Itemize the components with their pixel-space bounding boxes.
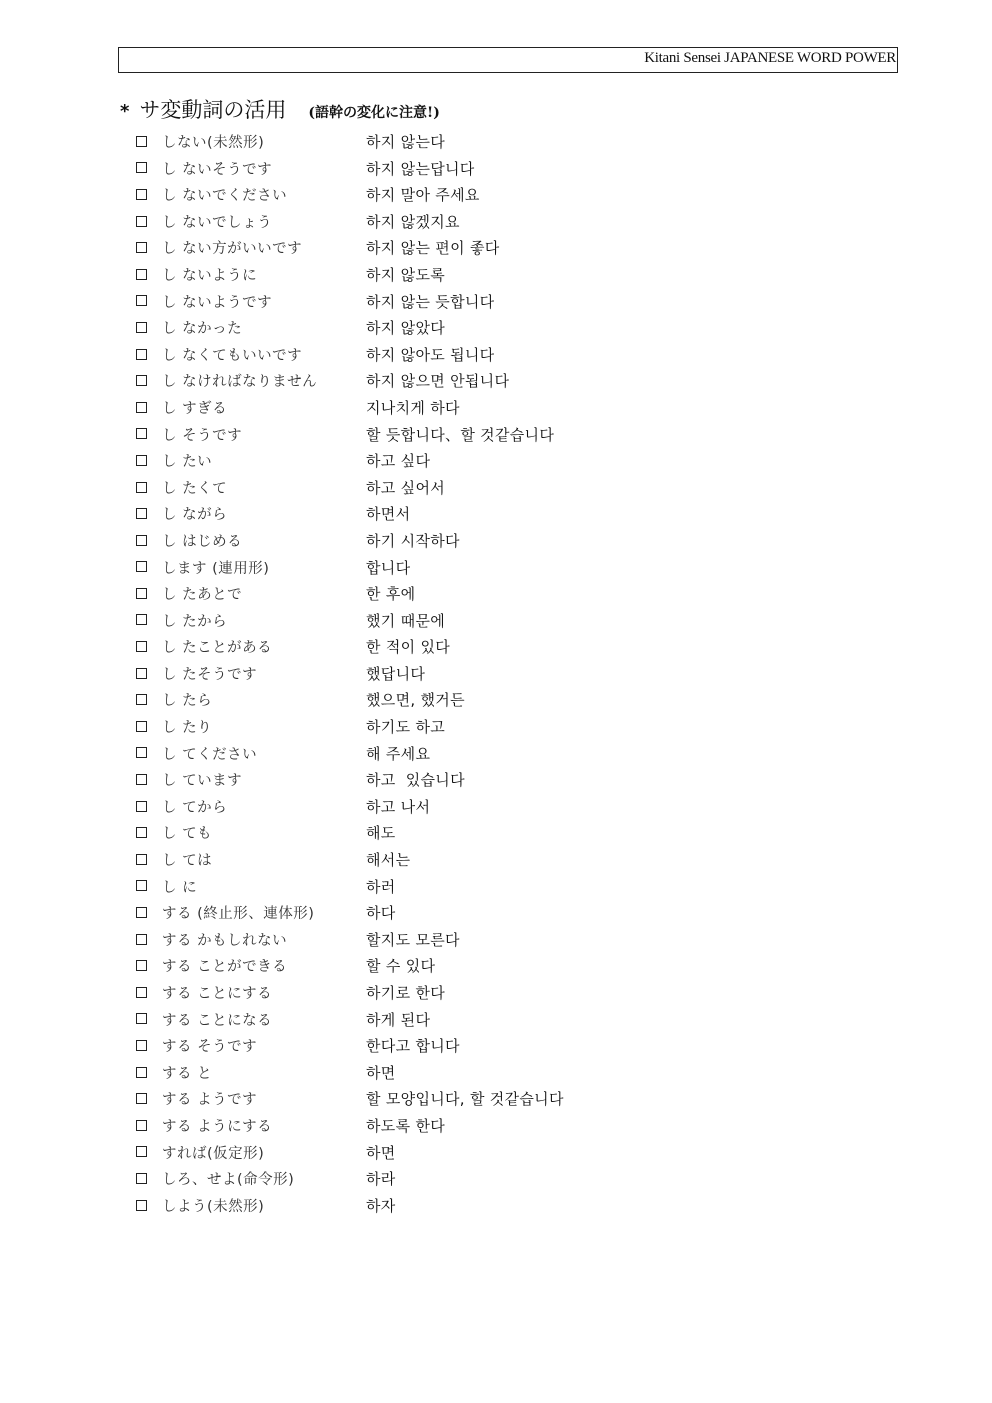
japanese-form: し てから — [162, 799, 228, 816]
korean-meaning: 한 후에 — [366, 585, 416, 604]
list-item — [136, 952, 436, 979]
list-item — [136, 793, 431, 820]
list-item — [136, 633, 451, 660]
checkbox-icon[interactable] — [136, 1146, 147, 1157]
checkbox-icon[interactable] — [136, 269, 147, 280]
korean-meaning: 하지 않는답니다 — [366, 159, 475, 178]
japanese-form: し ながら — [162, 507, 228, 524]
korean-meaning: 하게 된다 — [366, 1010, 431, 1029]
korean-meaning: 하지 말아 주세요 — [366, 186, 480, 205]
checkbox-icon[interactable] — [136, 747, 147, 758]
japanese-form: し ない方がいいです — [162, 241, 303, 258]
list-item — [136, 873, 396, 900]
japanese-form: します (連用形) — [162, 560, 270, 577]
korean-meaning: 하면 — [366, 1143, 396, 1162]
japanese-form: し ても — [162, 826, 213, 843]
checkbox-icon[interactable] — [136, 561, 147, 572]
korean-meaning: 합니다 — [366, 558, 411, 577]
japanese-form: しよう(未然形) — [162, 1198, 265, 1215]
japanese-form: し はじめる — [162, 533, 243, 550]
list-item — [136, 979, 446, 1006]
checkbox-icon[interactable] — [136, 136, 147, 147]
korean-meaning: 해도 — [366, 824, 396, 843]
korean-meaning: 하지 않는 듯합니다 — [366, 292, 495, 311]
korean-meaning: 하기도 하고 — [366, 718, 446, 737]
list-item — [136, 1112, 446, 1139]
list-item — [136, 1139, 396, 1166]
list-item — [136, 261, 446, 288]
japanese-form: する かもしれない — [162, 932, 288, 949]
korean-meaning: 하지 않도록 — [366, 265, 446, 284]
japanese-form: し すぎる — [162, 400, 228, 417]
japanese-form: する ようです — [162, 1092, 258, 1109]
japanese-form: すれば(仮定形) — [162, 1145, 265, 1162]
korean-meaning: 한 적이 있다 — [366, 638, 451, 657]
korean-meaning: 지나치게 하다 — [366, 398, 460, 417]
japanese-form: し たそうです — [162, 666, 258, 683]
checkbox-icon[interactable] — [136, 428, 147, 439]
checkbox-icon[interactable] — [136, 801, 147, 812]
japanese-form: する ことになる — [162, 1012, 273, 1029]
list-item — [136, 394, 460, 421]
list-item — [136, 341, 495, 368]
checkbox-icon[interactable] — [136, 614, 147, 625]
list-item — [136, 314, 446, 341]
korean-meaning: 하지 않겠지요 — [366, 212, 460, 231]
korean-meaning: 하면서 — [366, 505, 411, 524]
checkbox-icon[interactable] — [136, 535, 147, 546]
checkbox-icon[interactable] — [136, 375, 147, 386]
korean-meaning: 하도록 한다 — [366, 1116, 446, 1135]
checkbox-icon[interactable] — [136, 189, 147, 200]
korean-meaning: 하다 — [366, 904, 396, 923]
checkbox-icon[interactable] — [136, 402, 147, 413]
checkbox-icon[interactable] — [136, 508, 147, 519]
japanese-form: しろ、せよ(命令形) — [162, 1172, 295, 1189]
list-item — [136, 580, 416, 607]
korean-meaning: 했답니다 — [366, 664, 426, 683]
japanese-form: し そうです — [162, 427, 243, 444]
checkbox-icon[interactable] — [136, 162, 147, 173]
checkbox-icon[interactable] — [136, 774, 147, 785]
list-item — [136, 899, 396, 926]
checkbox-icon[interactable] — [136, 1200, 147, 1211]
header-box — [118, 47, 898, 73]
korean-meaning: 하자 — [366, 1196, 396, 1215]
japanese-form: し てください — [162, 746, 258, 763]
checkbox-icon[interactable] — [136, 588, 147, 599]
japanese-form: し ています — [162, 773, 243, 790]
list-item — [136, 846, 411, 873]
korean-meaning: 해 주세요 — [366, 744, 431, 763]
checkbox-icon[interactable] — [136, 668, 147, 679]
korean-meaning: 하고 싶어서 — [366, 478, 446, 497]
checkbox-icon[interactable] — [136, 721, 147, 732]
list-item — [136, 740, 431, 767]
korean-meaning: 하러 — [366, 877, 396, 896]
list-item — [136, 500, 411, 527]
list-item — [136, 128, 446, 155]
list-item — [136, 1165, 396, 1192]
title-bullet: * — [120, 101, 130, 122]
japanese-form: し なくてもいいです — [162, 347, 303, 364]
japanese-form: しない(未然形) — [162, 135, 265, 151]
title-note: (語幹の変化に注意!) — [308, 105, 440, 121]
checkbox-icon[interactable] — [136, 1093, 147, 1104]
checkbox-icon[interactable] — [136, 349, 147, 360]
japanese-form: し たり — [162, 720, 213, 737]
checkbox-icon[interactable] — [136, 960, 147, 971]
list-item — [136, 367, 510, 394]
japanese-form: し たくて — [162, 480, 228, 497]
checkbox-icon[interactable] — [136, 907, 147, 918]
checkbox-icon[interactable] — [136, 482, 147, 493]
list-item — [136, 713, 446, 740]
list-item — [136, 1192, 396, 1219]
japanese-form: し なかった — [162, 321, 243, 338]
list-item — [136, 1006, 431, 1033]
japanese-form: し たあとで — [162, 587, 243, 604]
japanese-form: し ないでください — [162, 188, 288, 205]
japanese-form: し ないそうです — [162, 161, 273, 178]
japanese-form: する と — [162, 1065, 213, 1082]
list-item — [136, 208, 460, 235]
korean-meaning: 하지 않는 편이 좋다 — [366, 239, 500, 258]
korean-meaning: 하기 시작하다 — [366, 531, 460, 550]
title-main: サ変動詞の活用 — [139, 98, 287, 122]
list-item — [136, 447, 431, 474]
header-title: Kitani Sensei JAPANESE WORD POWER — [644, 50, 896, 66]
japanese-form: する そうです — [162, 1039, 258, 1056]
korean-meaning: 하고 있습니다 — [366, 771, 465, 790]
list-item — [136, 1059, 396, 1086]
korean-meaning: 하면 — [366, 1063, 396, 1082]
list-item — [136, 527, 460, 554]
korean-meaning: 할지도 모른다 — [366, 930, 460, 949]
checkbox-icon[interactable] — [136, 1173, 147, 1184]
checkbox-icon[interactable] — [136, 880, 147, 891]
list-item — [136, 554, 411, 581]
checkbox-icon[interactable] — [136, 322, 147, 333]
korean-meaning: 하라 — [366, 1170, 396, 1189]
checkbox-icon[interactable] — [136, 694, 147, 705]
japanese-form: し たことがある — [162, 640, 273, 657]
japanese-form: し たから — [162, 613, 228, 630]
japanese-form: し ないようです — [162, 294, 273, 311]
list-item — [136, 1032, 460, 1059]
conjugation-list — [136, 128, 564, 1218]
list-item — [136, 926, 460, 953]
checkbox-icon[interactable] — [136, 1040, 147, 1051]
list-item — [136, 234, 500, 261]
list-item — [136, 686, 465, 713]
japanese-form: し ては — [162, 853, 213, 870]
korean-meaning: 하지 않는다 — [366, 133, 446, 151]
korean-meaning: 했으면, 했거든 — [366, 691, 465, 710]
checkbox-icon[interactable] — [136, 641, 147, 652]
list-item — [136, 181, 480, 208]
korean-meaning: 하기로 한다 — [366, 984, 446, 1002]
korean-meaning: 할 수 있다 — [366, 957, 436, 976]
list-item — [136, 607, 446, 634]
checkbox-icon[interactable] — [136, 854, 147, 865]
korean-meaning: 하고 싶다 — [366, 452, 431, 471]
korean-meaning: 했기 때문에 — [366, 611, 446, 630]
list-item — [136, 1085, 564, 1112]
korean-meaning: 한다고 합니다 — [366, 1037, 460, 1056]
list-item — [136, 155, 475, 182]
japanese-form: し ないでしょう — [162, 214, 273, 231]
japanese-form: し たら — [162, 693, 213, 710]
checkbox-icon[interactable] — [136, 1013, 147, 1024]
list-item — [136, 819, 396, 846]
korean-meaning: 하고 나서 — [366, 797, 431, 816]
checkbox-icon[interactable] — [136, 242, 147, 253]
korean-meaning: 하지 않았다 — [366, 319, 446, 338]
list-item — [136, 766, 465, 793]
checkbox-icon[interactable] — [136, 295, 147, 306]
japanese-form: し ないように — [162, 267, 258, 284]
list-item — [136, 421, 555, 448]
checkbox-icon[interactable] — [136, 934, 147, 945]
checkbox-icon[interactable] — [136, 1067, 147, 1078]
japanese-form: する (終止形、連体形) — [162, 906, 315, 923]
japanese-form: する ようにする — [162, 1118, 273, 1135]
korean-meaning: 하지 않아도 됩니다 — [366, 345, 495, 364]
korean-meaning: 할 모양입니다, 할 것같습니다 — [366, 1090, 564, 1109]
checkbox-icon[interactable] — [136, 1120, 147, 1131]
japanese-form: し たい — [162, 454, 213, 471]
checkbox-icon[interactable] — [136, 216, 147, 227]
list-item — [136, 288, 495, 315]
korean-meaning: 하지 않으면 안됩니다 — [366, 372, 510, 391]
checkbox-icon[interactable] — [136, 827, 147, 838]
checkbox-icon[interactable] — [136, 987, 147, 998]
japanese-form: する ことにする — [162, 986, 273, 1002]
list-item — [136, 474, 446, 501]
korean-meaning: 할 듯합니다、할 것같습니다 — [366, 425, 555, 444]
section-title — [120, 94, 440, 124]
checkbox-icon[interactable] — [136, 455, 147, 466]
japanese-form: し に — [162, 879, 198, 896]
japanese-form: し なければなりません — [162, 374, 318, 391]
list-item — [136, 660, 426, 687]
korean-meaning: 해서는 — [366, 851, 411, 870]
japanese-form: する ことができる — [162, 959, 288, 976]
